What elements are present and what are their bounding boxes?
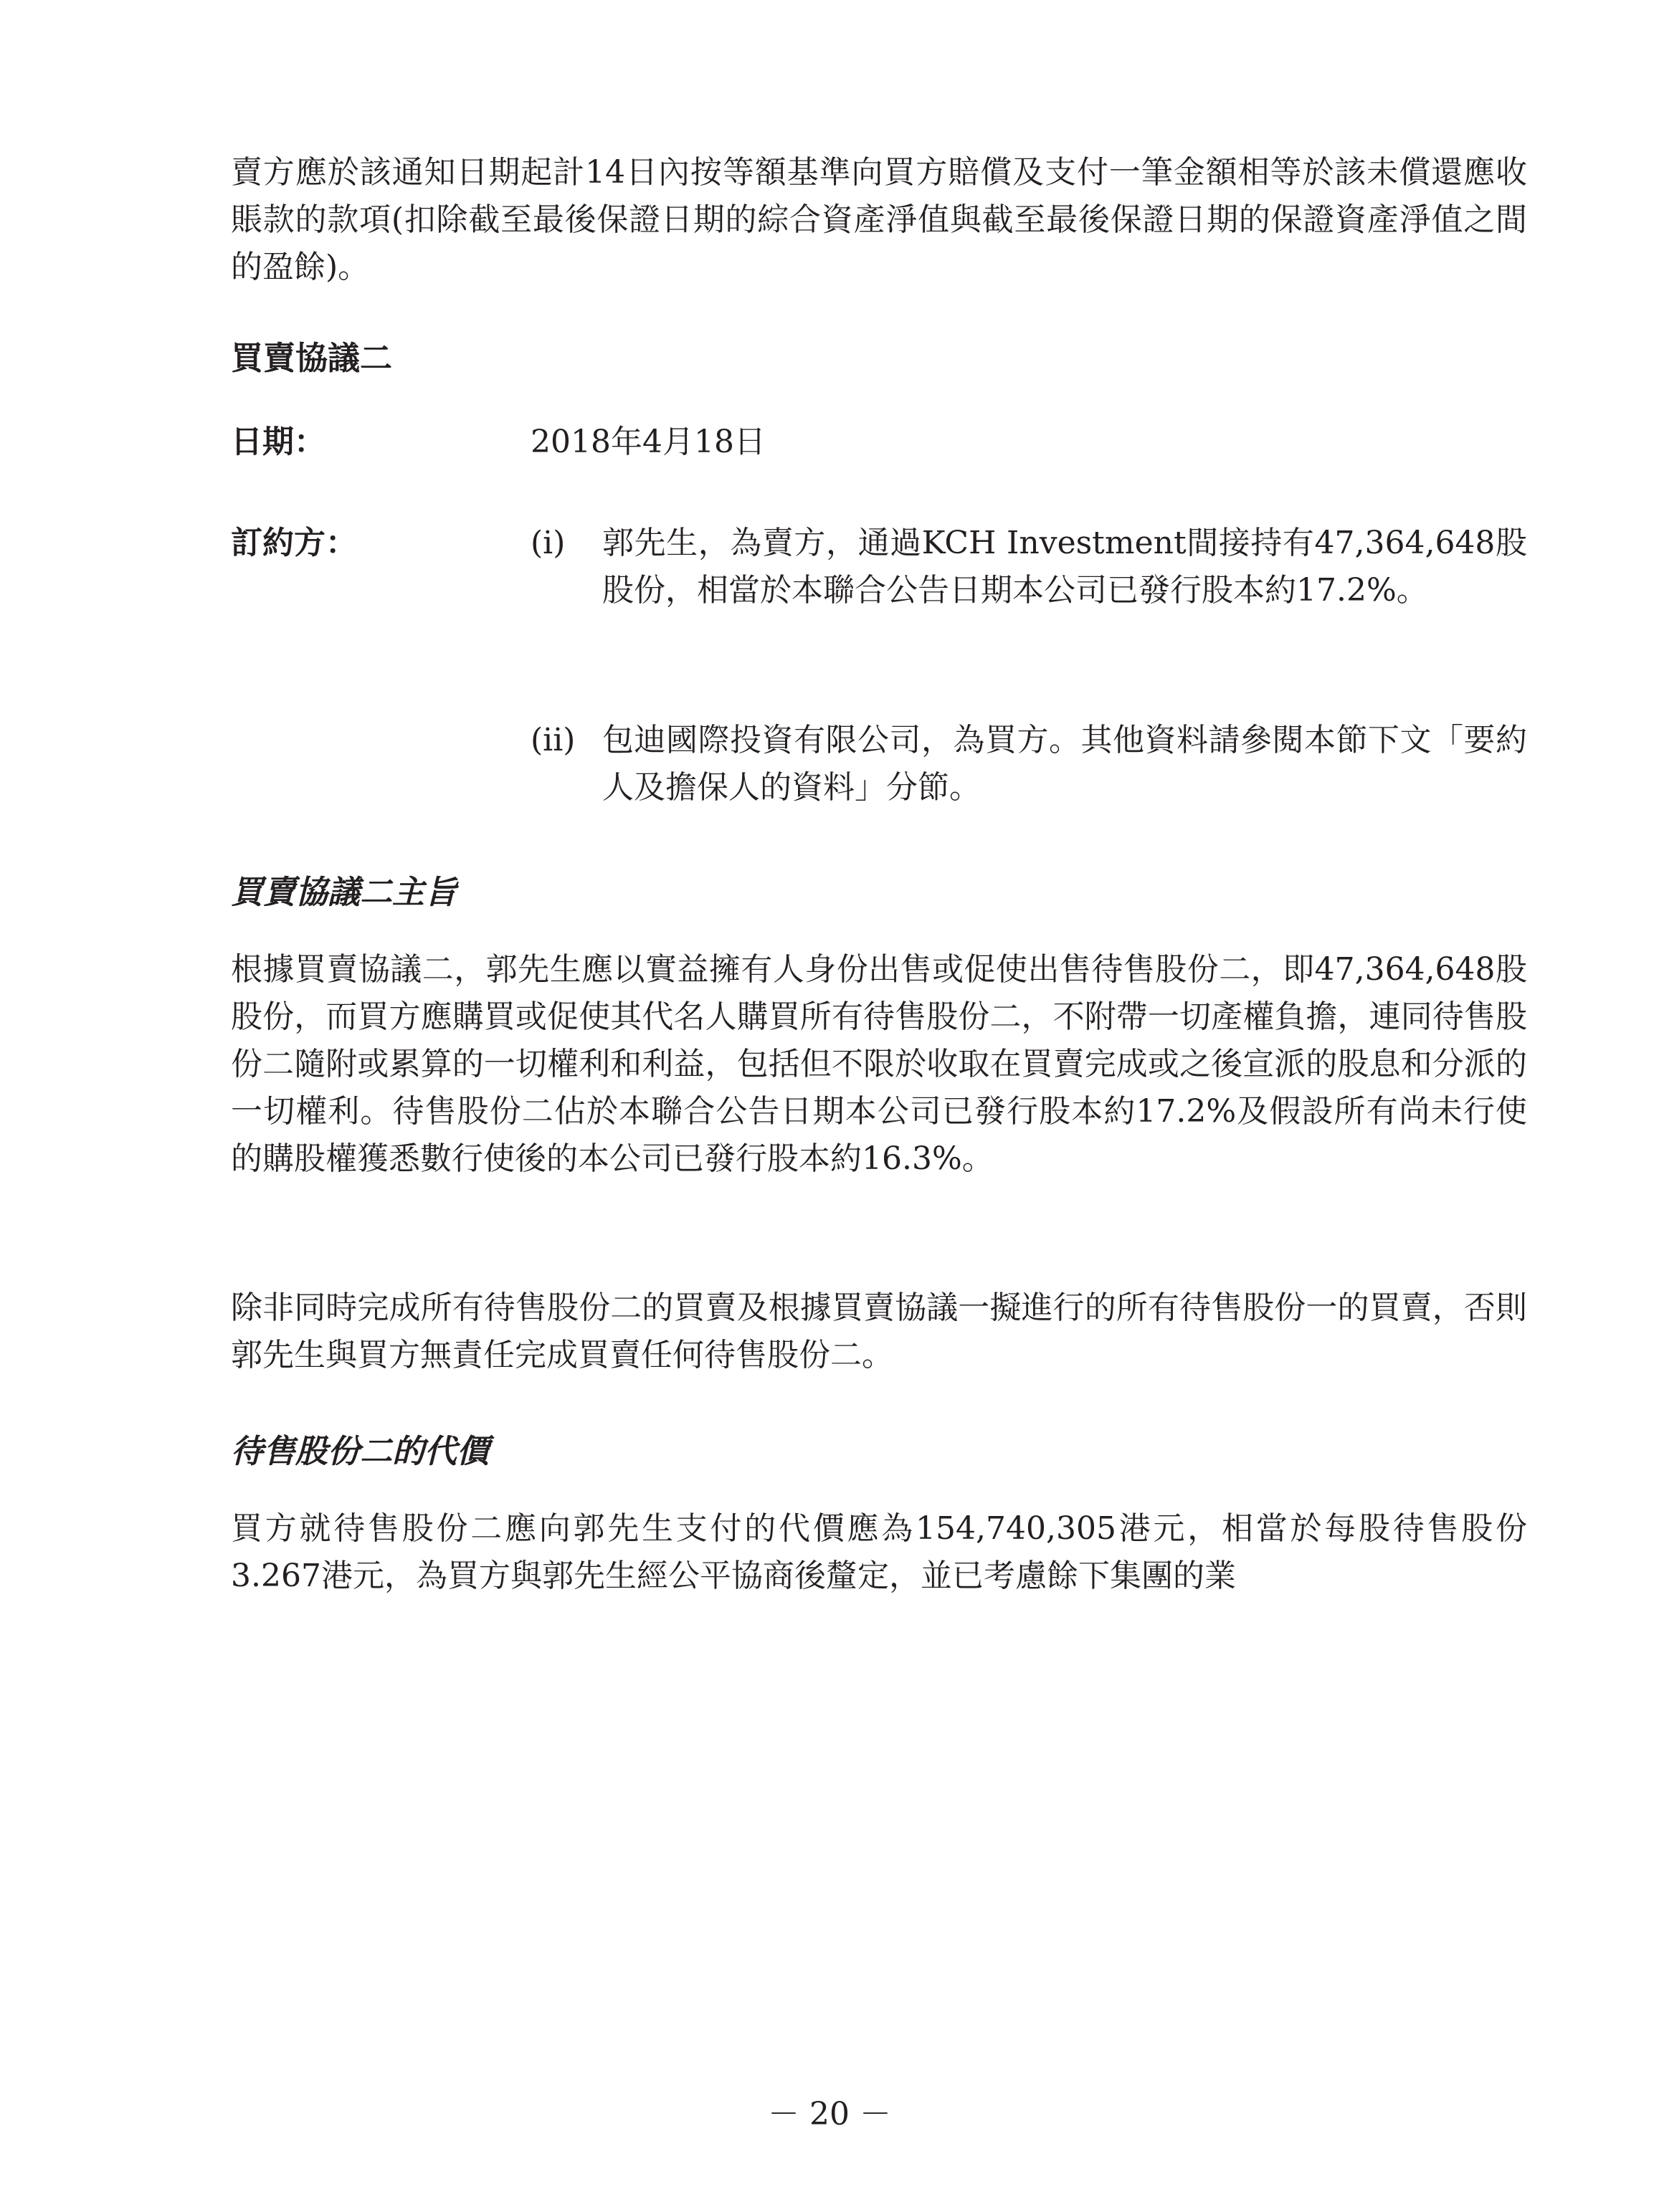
party-item bbox=[531, 717, 1527, 817]
date-label: 日期： bbox=[231, 424, 325, 460]
party-text: 郭先生，為賣方，通過KCH Investment間接持有47,364,648股股份，相當於本聯合公告日期本公司已發行股本約17.2%。 bbox=[602, 525, 1527, 609]
paragraph-completion: 除非同時完成所有待售股份二的買賣及根據買賣協議一擬進行的所有待售股份一的買賣，否則郭先生與買方無責任完成買賣任何待售股份二。 bbox=[231, 1289, 1527, 1373]
paragraph-subject: 根據買賣協議二，郭先生應以實益擁有人身份出售或促使出售待售股份二，即47,364,648股股份，而買方應購買或促使其代名人購買所有待售股份二，不附帶一切產權負擔，連同待售股份二隨附或累算的一切權利和利益，包括但不限於收取在買賣完成或之後宣派的股息和分派的一切權利。待售股份二佔於本聯合公告日期本公司已發行股本約17.2%及假設所有尚未行使的購股權獲悉數行使後的本公司已發行股本約16.3%。 bbox=[231, 951, 1527, 1177]
page-number: － 20 － bbox=[768, 2096, 891, 2132]
party-text: 包迪國際投資有限公司，為買方。其他資料請參閱本節下文「要約人及擔保人的資料」分節。 bbox=[602, 722, 1527, 806]
parties-label: 訂約方： bbox=[231, 525, 357, 561]
party-item bbox=[531, 520, 1527, 670]
paragraph-indemnity: 賣方應於該通知日期起計14日內按等額基準向買方賠償及支付一筆金額相等於該未償還應收賬款的款項(扣除截至最後保證日期的綜合資產淨值與截至最後保證日期的保證資產淨值之間的盈餘)。 bbox=[231, 154, 1527, 285]
paragraph-consideration: 買方就待售股份二應向郭先生支付的代價應為154,740,305港元，相當於每股待售股份3.267港元，為買方與郭先生經公平協商後釐定，並已考慮餘下集團的業 bbox=[231, 1510, 1527, 1594]
date-value: 2018年4月18日 bbox=[531, 424, 766, 460]
consideration-heading: 待售股份二的代價 bbox=[231, 1432, 490, 1470]
party-number: (i) bbox=[531, 525, 566, 561]
section-heading: 買賣協議二 bbox=[231, 339, 393, 377]
subject-heading: 買賣協議二主旨 bbox=[231, 873, 457, 911]
party-number: (ii) bbox=[531, 722, 576, 758]
